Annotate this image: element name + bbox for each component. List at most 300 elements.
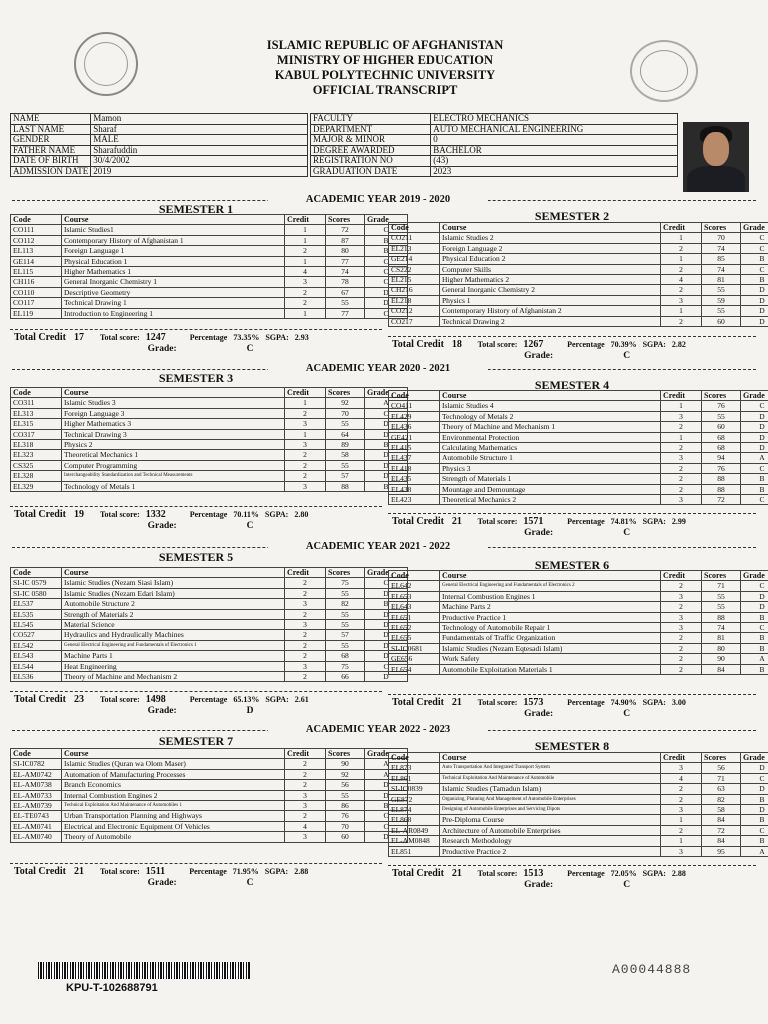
- course-code: EL415: [389, 443, 440, 453]
- course-credit: 1: [285, 256, 326, 266]
- course-code: EL318: [11, 440, 62, 450]
- course-credit: 3: [661, 591, 702, 601]
- course-score: 55: [326, 460, 365, 470]
- course-code: SI-IC0839: [389, 784, 440, 794]
- sgpa-value: 2.80: [294, 510, 309, 519]
- course-credit: 2: [285, 471, 326, 481]
- course-credit: 2: [661, 643, 702, 653]
- total-credit-label: Total Credit: [14, 694, 66, 705]
- course-score: 95: [702, 846, 741, 856]
- course-code: CO111: [11, 225, 62, 235]
- course-code: EL873: [389, 763, 440, 773]
- grade-value: D: [246, 706, 254, 716]
- course-code: EL113: [11, 246, 62, 256]
- sgpa-value: 2.88: [671, 869, 686, 878]
- total-score-label: Total score:: [477, 340, 518, 349]
- course-score: 77: [326, 256, 365, 266]
- course-grade: D: [365, 672, 408, 682]
- course-code: CO411: [389, 401, 440, 411]
- course-row: [389, 805, 768, 815]
- course-grade: C: [365, 811, 408, 821]
- course-course: Physics 3: [440, 463, 661, 473]
- course-row: [389, 306, 768, 316]
- info-row: [311, 124, 678, 135]
- total-score-label: Total score:: [99, 867, 140, 876]
- course-course: Automobile Exploitation Materials 1: [440, 664, 661, 674]
- semester-title: SEMESTER 6: [534, 558, 610, 572]
- grade-label: Grade:: [147, 344, 177, 354]
- column-header-scores: Scores: [702, 223, 741, 233]
- student-info-left: [10, 113, 308, 177]
- semester-totals: [392, 516, 686, 527]
- course-grade: A: [365, 769, 408, 779]
- course-row: [11, 267, 408, 277]
- total-credit-label: Total Credit: [14, 332, 66, 343]
- course-grade: C: [365, 821, 408, 831]
- course-course: Islamic Studies 3: [62, 398, 285, 408]
- column-header-course: Course: [62, 215, 285, 225]
- course-score: 90: [702, 654, 741, 664]
- semester-title: SEMESTER 3: [158, 371, 234, 385]
- course-grade: D: [365, 460, 408, 470]
- course-course: Islamic Studies 2: [440, 233, 661, 243]
- column-header-course: Course: [440, 223, 661, 233]
- course-code: EL535: [11, 609, 62, 619]
- course-course: Hydraulics and Hydraulically Machines: [62, 630, 285, 640]
- column-header-scores: Scores: [326, 749, 365, 759]
- course-code: GE114: [11, 256, 62, 266]
- course-credit: 4: [661, 275, 702, 285]
- courses-header-row: [11, 388, 408, 398]
- total-score-value: 1267: [523, 339, 544, 350]
- course-credit: 2: [661, 654, 702, 664]
- course-code: CH116: [11, 277, 62, 287]
- info-row: [11, 145, 308, 156]
- course-credit: 3: [285, 620, 326, 630]
- column-header-credit: Credit: [661, 571, 702, 581]
- course-score: 84: [702, 836, 741, 846]
- course-row: [11, 246, 408, 256]
- course-grade: B: [741, 794, 768, 804]
- total-credit-value: 18: [451, 339, 462, 350]
- info-label: MAJOR & MINOR: [311, 135, 431, 146]
- column-header-course: Course: [62, 749, 285, 759]
- course-grade: C: [741, 401, 768, 411]
- course-course: Designing of Automobile Enterprises and Servicing Dipots: [440, 805, 661, 815]
- course-code: EL213: [389, 243, 440, 253]
- course-credit: 2: [285, 408, 326, 418]
- courses-header-row: [11, 568, 408, 578]
- course-code: EL438: [389, 484, 440, 494]
- course-score: 55: [702, 285, 741, 295]
- info-value: Mamon: [91, 114, 308, 125]
- total-credit-value: 21: [451, 516, 462, 527]
- course-grade: B: [365, 801, 408, 811]
- course-course: Islamic Studies 4: [440, 401, 661, 411]
- semester-title: SEMESTER 2: [534, 209, 610, 223]
- course-grade: D: [365, 429, 408, 439]
- total-credit-label: Total Credit: [392, 868, 444, 879]
- semester-grade: [524, 709, 630, 719]
- course-course: Automobile Structure 1: [440, 453, 661, 463]
- column-header-grade: Grade: [741, 223, 768, 233]
- course-grade: D: [365, 630, 408, 640]
- course-credit: 3: [285, 277, 326, 287]
- course-course: Theoretical Mechanics 2: [440, 495, 661, 505]
- academic-year-value: 2020 - 2021: [399, 363, 451, 374]
- course-credit: 1: [661, 233, 702, 243]
- course-grade: C: [741, 773, 768, 783]
- course-code: EL653: [389, 591, 440, 601]
- semester-totals: [14, 694, 309, 705]
- course-grade: D: [741, 805, 768, 815]
- course-credit: 3: [661, 411, 702, 421]
- course-code: EL874: [389, 805, 440, 815]
- course-code: EL-AM0741: [11, 821, 62, 831]
- course-grade: D: [365, 419, 408, 429]
- course-credit: 2: [661, 825, 702, 835]
- course-row: [389, 602, 768, 612]
- info-row: [11, 135, 308, 146]
- course-grade: D: [365, 832, 408, 842]
- semester-grade: [148, 706, 254, 716]
- course-grade: B: [741, 633, 768, 643]
- total-score-label: Total score:: [477, 698, 518, 707]
- course-row: [11, 640, 408, 650]
- course-code: GE421: [389, 432, 440, 442]
- percentage-value: 65.13%: [233, 695, 260, 704]
- course-course: Interchangeability Standardization and Technical Measurements: [62, 471, 285, 481]
- course-course: Strength of Materials 2: [62, 609, 285, 619]
- semester-divider: [388, 513, 756, 514]
- percentage-label: Percentage: [567, 340, 605, 349]
- academic-year-value: 2021 - 2022: [399, 541, 451, 552]
- course-credit: 3: [661, 453, 702, 463]
- column-header-credit: Credit: [285, 215, 326, 225]
- grade-value: C: [623, 351, 631, 361]
- course-grade: A: [365, 759, 408, 769]
- course-code: EL323: [11, 450, 62, 460]
- course-course: Islamic Studies (Nezam Eqtesadi Islam): [440, 643, 661, 653]
- column-header-scores: Scores: [702, 571, 741, 581]
- course-course: Mountage and Demountage: [440, 484, 661, 494]
- sgpa-value: 2.88: [294, 867, 309, 876]
- course-code: EL-AR0849: [389, 825, 440, 835]
- course-score: 58: [702, 805, 741, 815]
- course-row: [389, 664, 768, 674]
- column-header-grade: Grade: [365, 749, 408, 759]
- course-course: Technical Drawing 3: [62, 429, 285, 439]
- course-code: EL543: [11, 651, 62, 661]
- course-row: [389, 836, 768, 846]
- course-code: CO117: [11, 298, 62, 308]
- course-code: CO212: [389, 306, 440, 316]
- course-credit: 1: [285, 308, 326, 318]
- course-course: Descriptive Geometry: [62, 287, 285, 297]
- course-score: 55: [326, 790, 365, 800]
- course-course: Physics 1: [440, 295, 661, 305]
- grade-value: C: [246, 521, 254, 531]
- course-course: Strength of Materials 1: [440, 474, 661, 484]
- sgpa-value: 3.00: [671, 698, 686, 707]
- info-label: DATE OF BIRTH: [11, 156, 91, 167]
- course-row: [11, 235, 408, 245]
- courses-table: [10, 214, 408, 319]
- course-score: 88: [702, 612, 741, 622]
- info-value: MALE: [91, 135, 308, 146]
- course-course: Higher Mathematics 2: [440, 275, 661, 285]
- barcode-number: KPU-T-102688791: [66, 982, 158, 994]
- course-row: [11, 440, 408, 450]
- info-row: [11, 114, 308, 125]
- info-value: Sharafuddin: [91, 145, 308, 156]
- course-grade: D: [741, 422, 768, 432]
- course-grade: B: [741, 275, 768, 285]
- course-grade: B: [365, 246, 408, 256]
- semester-title: SEMESTER 8: [534, 739, 610, 753]
- column-header-grade: Grade: [365, 388, 408, 398]
- course-score: 88: [326, 481, 365, 491]
- percentage-label: Percentage: [189, 695, 228, 704]
- course-code: EL-AM0739: [11, 801, 62, 811]
- course-row: [11, 298, 408, 308]
- course-score: 88: [702, 484, 741, 494]
- total-score-value: 1247: [145, 332, 166, 343]
- course-row: [11, 277, 408, 287]
- course-credit: 3: [661, 295, 702, 305]
- course-score: 85: [702, 254, 741, 264]
- column-header-grade: Grade: [365, 215, 408, 225]
- course-credit: 4: [285, 267, 326, 277]
- course-grade: D: [741, 602, 768, 612]
- grade-label: Grade:: [524, 351, 554, 361]
- course-code: EL418: [389, 463, 440, 473]
- total-credit-label: Total Credit: [392, 516, 444, 527]
- course-score: 55: [702, 411, 741, 421]
- course-grade: B: [741, 484, 768, 494]
- course-code: SI-IC0782: [11, 759, 62, 769]
- course-course: Introduction to Engineering 1: [62, 308, 285, 318]
- column-header-grade: Grade: [741, 391, 768, 401]
- course-code: EL429: [389, 411, 440, 421]
- course-grade: D: [365, 588, 408, 598]
- course-row: [11, 651, 408, 661]
- course-score: 78: [326, 277, 365, 287]
- sgpa-label: SGPA:: [265, 695, 289, 704]
- course-score: 72: [702, 495, 741, 505]
- course-grade: C: [741, 495, 768, 505]
- course-code: EL652: [389, 623, 440, 633]
- course-grade: C: [365, 308, 408, 318]
- course-row: [389, 432, 768, 442]
- course-score: 58: [326, 450, 365, 460]
- courses-header-row: [389, 571, 768, 581]
- course-credit: 2: [661, 422, 702, 432]
- course-row: [11, 287, 408, 297]
- course-row: [389, 254, 768, 264]
- total-score-value: 1513: [523, 868, 544, 879]
- header-line-4: OFFICIAL TRANSCRIPT: [312, 83, 458, 97]
- course-code: GE214: [389, 254, 440, 264]
- course-code: SI-IC 0580: [11, 588, 62, 598]
- course-row: [11, 672, 408, 682]
- total-score-label: Total score:: [477, 869, 518, 878]
- barcode: [38, 962, 250, 979]
- course-credit: 2: [661, 484, 702, 494]
- course-score: 80: [326, 246, 365, 256]
- sgpa-label: SGPA:: [642, 869, 666, 878]
- course-code: EL435: [389, 474, 440, 484]
- course-score: 76: [326, 811, 365, 821]
- column-header-code: Code: [11, 749, 62, 759]
- course-grade: C: [741, 623, 768, 633]
- course-row: [389, 264, 768, 274]
- grade-value: C: [246, 878, 254, 888]
- course-row: [11, 578, 408, 588]
- course-code: EL215: [389, 275, 440, 285]
- course-grade: D: [741, 295, 768, 305]
- course-course: Technology of Automobile Repair 1: [440, 623, 661, 633]
- course-grade: D: [741, 411, 768, 421]
- course-grade: A: [365, 398, 408, 408]
- course-code: EL218: [389, 295, 440, 305]
- course-course: Theory of Machine and Mechanism 1: [440, 422, 661, 432]
- course-code: EL-AM0733: [11, 790, 62, 800]
- info-value: ELECTRO MECHANICS: [431, 114, 678, 125]
- course-row: [11, 620, 408, 630]
- sgpa-label: SGPA:: [264, 510, 289, 519]
- course-credit: 2: [661, 581, 702, 591]
- course-course: Electrical and Electronic Equipment Of Vehicles: [62, 821, 285, 831]
- course-row: [11, 460, 408, 470]
- course-course: Machine Parts 2: [440, 602, 661, 612]
- info-value: (43): [431, 156, 678, 167]
- courses-table: [388, 222, 768, 327]
- course-code: EL328: [11, 471, 62, 481]
- course-grade: A: [741, 654, 768, 664]
- percentage-label: Percentage: [567, 698, 605, 707]
- info-value: 2019: [91, 166, 308, 177]
- course-course: Heat Engineering: [62, 661, 285, 671]
- info-row: [311, 135, 678, 146]
- course-grade: B: [365, 440, 408, 450]
- course-code: EL545: [11, 620, 62, 630]
- sgpa-value: 2.61: [294, 695, 309, 704]
- header-line-3: KABUL POLYTECHNIC UNIVERSITY: [274, 68, 496, 82]
- course-code: EL537: [11, 599, 62, 609]
- academic-year-label: ACADEMIC YEAR: [305, 541, 397, 552]
- course-code: CO317: [11, 429, 62, 439]
- course-course: General Electrical Engineering and Fundamentals of Electronics 1: [62, 640, 285, 650]
- info-label: DEPARTMENT: [311, 124, 431, 135]
- total-score-value: 1573: [523, 697, 544, 708]
- course-score: 88: [702, 474, 741, 484]
- course-credit: 4: [661, 773, 702, 783]
- course-course: Theoretical Mechanics 1: [62, 450, 285, 460]
- semester-divider: [10, 691, 382, 692]
- course-course: Higher Mathematics 1: [62, 267, 285, 277]
- course-grade: C: [365, 225, 408, 235]
- course-grade: C: [741, 581, 768, 591]
- courses-table: [388, 752, 768, 857]
- course-course: Islamic Studies (Nezam Edari Islam): [62, 588, 285, 598]
- grade-label: Grade:: [524, 709, 554, 719]
- course-course: Internal Combustion Engines 2: [62, 790, 285, 800]
- percentage-label: Percentage: [189, 510, 228, 519]
- course-score: 60: [702, 316, 741, 326]
- course-course: Islamic Studies (Quran wa Olom Maser): [62, 759, 285, 769]
- course-score: 55: [702, 602, 741, 612]
- academic-year-label: ACADEMIC YEAR: [305, 194, 397, 205]
- course-credit: 3: [661, 763, 702, 773]
- course-row: [11, 821, 408, 831]
- info-row: [311, 145, 678, 156]
- info-label: GRADUATION DATE: [311, 166, 431, 177]
- course-grade: D: [741, 306, 768, 316]
- course-score: 55: [326, 609, 365, 619]
- course-score: 94: [702, 453, 741, 463]
- course-row: [389, 295, 768, 305]
- course-credit: 2: [285, 450, 326, 460]
- semester-grade: [524, 351, 630, 361]
- course-code: EL119: [11, 308, 62, 318]
- university-seal-icon: [630, 40, 698, 102]
- course-grade: C: [365, 578, 408, 588]
- course-credit: 2: [285, 759, 326, 769]
- course-score: 55: [326, 298, 365, 308]
- course-code: EL-AM0848: [389, 836, 440, 846]
- semester-totals: [392, 697, 686, 708]
- course-credit: 2: [285, 609, 326, 619]
- course-credit: 3: [285, 661, 326, 671]
- course-row: [11, 630, 408, 640]
- course-grade: B: [741, 664, 768, 674]
- column-header-code: Code: [389, 571, 440, 581]
- course-course: Islamic Studies (Tamadun Islam): [440, 784, 661, 794]
- courses-table: [10, 387, 408, 492]
- course-grade: B: [741, 815, 768, 825]
- course-score: 70: [326, 408, 365, 418]
- academic-year-label: ACADEMIC YEAR: [305, 724, 397, 735]
- course-course: Islamic Studies1: [62, 225, 285, 235]
- course-credit: 3: [661, 623, 702, 633]
- course-course: Architecture of Automobile Enterprises: [440, 825, 661, 835]
- course-grade: B: [365, 599, 408, 609]
- course-course: Work Safety: [440, 654, 661, 664]
- semester-grade: [148, 521, 254, 531]
- semester-title: SEMESTER 5: [158, 550, 234, 564]
- course-grade: D: [741, 285, 768, 295]
- sgpa-value: 2.93: [294, 333, 309, 342]
- course-credit: 2: [285, 640, 326, 650]
- course-credit: 3: [661, 612, 702, 622]
- course-course: Fundamentals of Traffic Organization: [440, 633, 661, 643]
- course-code: EL643: [389, 602, 440, 612]
- course-credit: 3: [661, 495, 702, 505]
- semester-totals: [14, 332, 309, 343]
- percentage-value: 72.05%: [610, 869, 637, 878]
- semester-divider: [10, 506, 382, 507]
- semester-title: SEMESTER 7: [158, 734, 234, 748]
- academic-year-value: 2022 - 2023: [399, 724, 451, 735]
- course-grade: D: [741, 316, 768, 326]
- course-row: [389, 846, 768, 856]
- course-grade: B: [365, 235, 408, 245]
- course-score: 70: [702, 233, 741, 243]
- transcript-header: [200, 38, 570, 98]
- sgpa-value: 2.82: [671, 340, 686, 349]
- course-grade: D: [741, 443, 768, 453]
